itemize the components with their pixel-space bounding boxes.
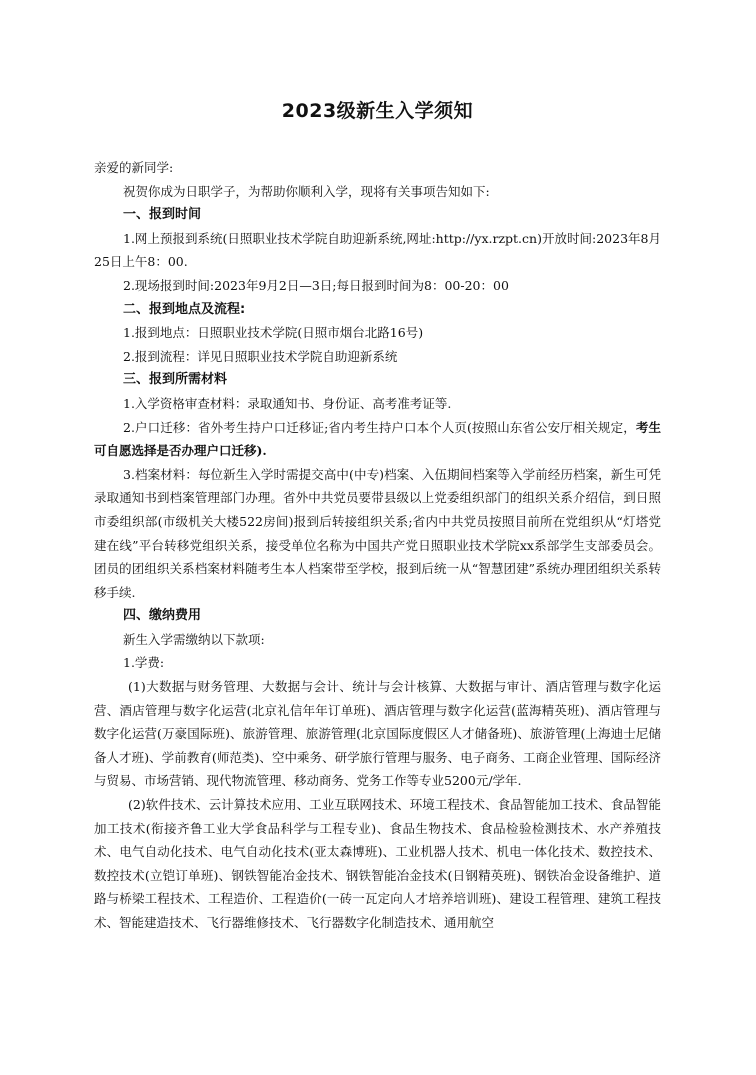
section-heading-location: 二、报到地点及流程: — [123, 301, 246, 317]
fee-label: 1.学费: — [123, 655, 165, 671]
section-heading-time: 一、报到时间 — [123, 207, 202, 223]
intro-paragraph: 祝贺你成为日职学子，为帮助你顺利入学，现将有关事项告知如下: — [123, 183, 490, 199]
list-item-household — [94, 416, 661, 463]
fees-lead: 新生入学需缴纳以下款项: — [123, 631, 265, 647]
page-title: 2023级新生入学须知 — [281, 100, 474, 122]
household-emphasis: 考生可自愿选择是否办理户口迁移). — [94, 419, 661, 459]
list-item: 2.现场报到时间:2023年9月2日—3日;每日报到时间为8：00-20：00 — [123, 277, 509, 293]
document-body — [94, 96, 661, 935]
fee-group-2: (2)软件技术、云计算技术应用、工业互联网技术、环境工程技术、食品智能加工技术、食品智能加工技术(衔接齐鲁工业大学食品科学与工程专业)、食品生物技术、食品检验检测技术、水产养殖技术、电气自动化技术、电气自动化技术(亚太森博班)、工业机器人技术、机电一体化技术、数控技术、数控技术(立铠订单班)、钢铁智能冶金技术、钢铁智能冶金技术(日钢精英班)、钢铁冶金设备维护、道路与桥梁工程技术、工程造价、工程造价(一砖一瓦定向人才培养培训班)、建设工程管理、建筑工程技术、智能建造技术、飞行器维修技术、飞行器数字化制造技术、通用航空 — [94, 797, 661, 930]
list-item: 1.网上预报到系统(日照职业技术学院自助迎新系统,网址:http://yx.rzpt.cn)开放时间:2023年8月25日上午8：00. — [94, 230, 661, 270]
list-item: 2.报到流程：详见日照职业技术学院自助迎新系统 — [123, 348, 398, 364]
list-item: 1.报到地点：日照职业技术学院(日照市烟台北路16号) — [123, 325, 424, 341]
section-heading-fees: 四、缴纳费用 — [123, 608, 202, 624]
list-item-archives: 3.档案材料：每位新生入学时需提交高中(中专)档案、入伍期间档案等入学前经历档案，新生可凭录取通知书到档案管理部门办理。省外中共党员要带县级以上党委组织部门的组织关系介绍信，到日照市委组织部(市级机关大楼522房间)报到后转接组织关系;省内中共党员按照目前所在党组织从“灯塔党建在线”平台转移党组织关系，接受单位名称为中国共产党日照职业技术学院xx系部学生支部委员会。团员的团组织关系档案材料随考生本人档案带至学校，报到后统一从“智慧团建”系统办理团组织关系转移手续. — [94, 466, 661, 600]
household-text: 2.户口迁移：省外考生持户口迁移证;省内考生持户口本个人页(按照山东省公安厅相关规定， — [123, 419, 636, 435]
section-heading-materials: 三、报到所需材料 — [123, 372, 228, 388]
list-item: 1.入学资格审查材料：录取通知书、身份证、高考准考证等. — [123, 395, 452, 411]
fee-group-1: (1)大数据与财务管理、大数据与会计、统计与会计核算、大数据与审计、酒店管理与数字化运营、酒店管理与数字化运营(北京礼信年年订单班)、酒店管理与数字化运营(蓝海精英班)、酒店管理与数字化运营(万豪国际班)、旅游管理、旅游管理(北京国际度假区人才储备班)、旅游管理(上海迪士尼储备人才班)、学前教育(师范类)、空中乘务、研学旅行管理与服务、电子商务、工商企业管理、国际经济与贸易、市场营销、现代物流管理、移动商务、党务工作等专业5200元/学年. — [94, 679, 661, 789]
greeting: 亲爱的新同学: — [94, 160, 174, 175]
